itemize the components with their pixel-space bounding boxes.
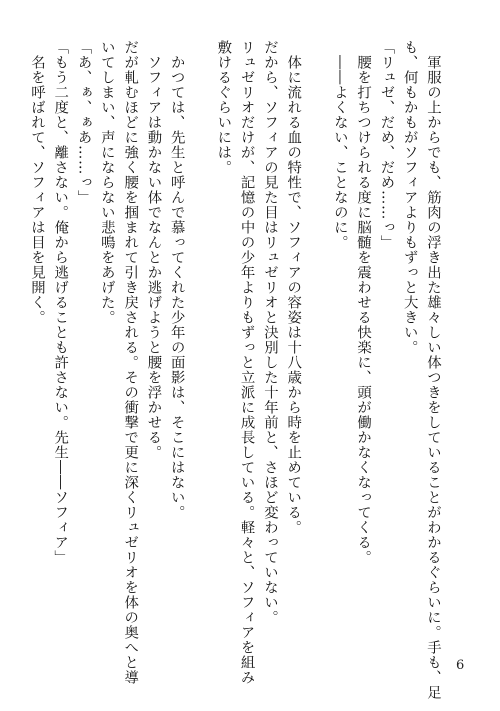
blank-line [188,40,211,640]
text-line: 「リュゼ、だめ、だめ……っ」 [378,40,395,250]
text-line: ソフィアは動かない体でなんとか逃げようと腰を浮かせる。 [145,40,162,460]
vertical-text-body [25,40,444,700]
text-line: も、何もかもがソフィアよりもずっと大きい。 [401,40,418,355]
text-line: 体に流れる血の特性で、ソフィアの容姿は十八歳から時を止めている。 [285,40,302,535]
text-line: いてしまい、声にならない悲鳴をあげた。 [98,40,115,325]
text-line: 「もう二度と、離さない。俺から逃げることも許さない。先生――ソフィア」 [52,40,69,565]
text-line: 「あ、ぁ、ぁあ……っ」 [75,40,92,205]
text-line: 腰を打ちつけられる度に脳髄を震わせる快楽に、頭が働かなくなってくる。 [355,40,372,565]
text-line: リュゼリオだけが、記憶の中の少年よりもずっと立派に成長している。軽々と、ソフィアを組み [238,40,255,685]
text-line: 名を呼ばれて、ソフィアは目を見開く。 [28,40,45,325]
text-line: だから、ソフィアの見た目はリュゼリオと決別した十年前と、さほど変わっていない。 [261,40,278,625]
page-number: 6 [456,658,465,673]
text-line: 敷けるぐらいには。 [215,40,232,175]
text-line: かつては、先生と呼んで慕ってくれた少年の面影は、そこにはない。 [168,40,185,520]
text-line: ――よくない、ことなのに。 [331,40,348,250]
text-line: だが軋むほどに強く腰を掴まれて引き戻される。その衝撃で更に深くリュゼリオを体の奥へと導 [122,40,139,685]
blank-line [304,40,327,640]
text-line: 軍服の上からでも、筋肉の浮き出た雄々しい体つきをしていることがわかるぐらいに。手も、足 [425,40,441,700]
